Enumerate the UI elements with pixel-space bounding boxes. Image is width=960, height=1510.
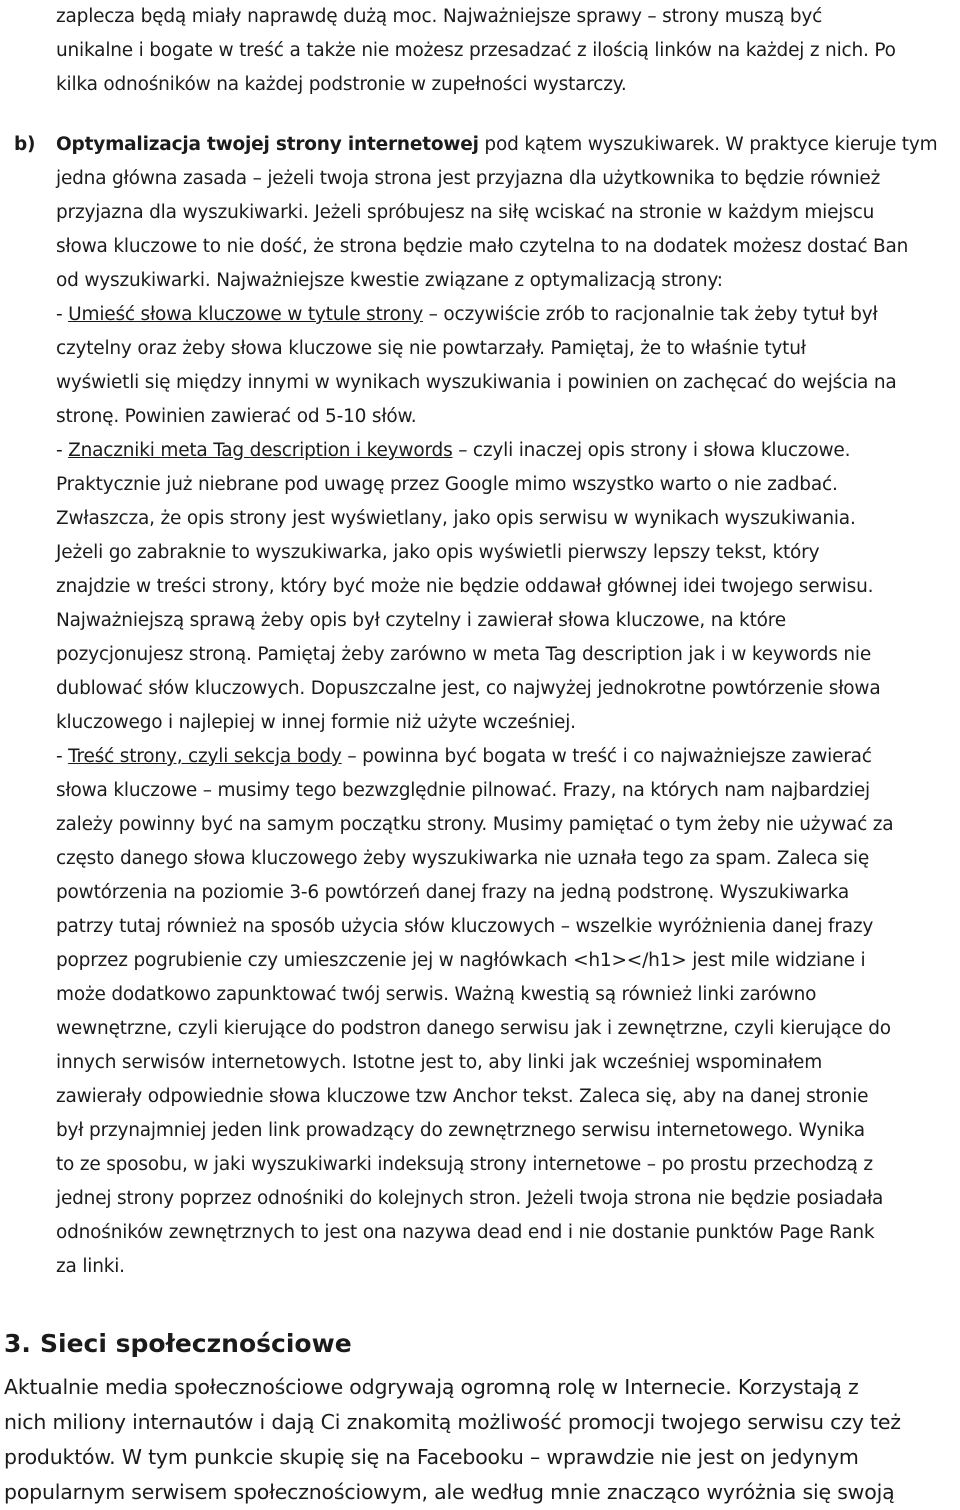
- item-underlined-heading: Treść strony, czyli sekcja body: [68, 746, 342, 767]
- text-line: wyświetli się między innymi w wynikach wyszukiwania i powinien on zachęcać do wejścia na: [56, 372, 897, 393]
- section-b-title-rest: pod kątem wyszukiwarek. W praktyce kieruje tym: [478, 134, 938, 155]
- list-item-title-line: [14, 298, 954, 332]
- text-line: słowa kluczowe – musimy tego bezwzględnie pilnować. Frazy, na których nam najbardziej: [56, 780, 870, 801]
- text-line: poprzez pogrubienie czy umieszczenie jej w nagłówkach <h1></h1> jest mile widziane i: [56, 950, 866, 971]
- text-line: kluczowego i najlepiej w innej formie niż użyte wcześniej.: [56, 712, 576, 733]
- section-b-bold-title: Optymalizacja twojej strony internetowej: [56, 134, 479, 155]
- text-line: słowa kluczowe to nie dość, że strona będzie mało czytelna to na dodatek możesz dostać Ban: [56, 236, 909, 257]
- section-3-heading: [4, 1324, 352, 1364]
- text-line: Najważniejszą sprawą żeby opis był czytelny i zawierał słowa kluczowe, na które: [56, 610, 786, 631]
- text-line: Jeżeli go zabraknie to wyszukiwarka, jako opis wyświetli pierwszy lepszy tekst, który: [56, 542, 820, 563]
- list-item-title-line: [14, 740, 954, 774]
- list-item-title-line: [14, 434, 954, 468]
- list-marker: b): [14, 134, 36, 155]
- text-line: popularnym serwisem społecznościowym, ale według mnie znacząco wyróżnia się swoją: [4, 1480, 895, 1504]
- text-line: czytelny oraz żeby słowa kluczowe się nie powtarzały. Pamiętaj, że to właśnie tytuł: [56, 338, 806, 359]
- item-prefix: -: [56, 440, 69, 461]
- text-line: za linki.: [56, 1256, 125, 1277]
- text-line: nich miliony internautów i dają Ci znakomitą możliwość promocji twojego serwisu czy też: [4, 1410, 901, 1434]
- text-line: Zwłaszcza, że opis strony jest wyświetlany, jako opis serwisu w wynikach wyszukiwania.: [56, 508, 856, 529]
- item-rest: – powinna być bogata w treść i co najważniejsze zawierać: [341, 746, 872, 767]
- text-line: produktów. W tym punkcie skupię się na Facebooku – wprawdzie nie jest on jedynym: [4, 1445, 859, 1469]
- text-line: znajdzie w treści strony, który być może nie będzie oddawał głównej idei twojego serwisu.: [56, 576, 874, 597]
- item-underlined-heading: Znaczniki meta Tag description i keywords: [68, 440, 453, 461]
- text-line: był przynajmniej jeden link prowadzący do zewnętrznego serwisu internetowego. Wynika: [56, 1120, 865, 1141]
- text-line: zależy powinny być na samym początku strony. Musimy pamiętać o tym żeby nie używać za: [56, 814, 894, 835]
- text-line: Aktualnie media społecznościowe odgrywają ogromną rolę w Internecie. Korzystają z: [4, 1375, 859, 1399]
- section-b-title-line: [14, 128, 954, 162]
- text-line: odnośników zewnętrznych to jest ona nazywa dead end i nie dostanie punktów Page Rank: [56, 1222, 875, 1243]
- section-title: Sieci społecznościowe: [40, 1329, 352, 1358]
- text-line: dublować słów kluczowych. Dopuszczalne jest, co najwyżej jednokrotne powtórzenie słowa: [56, 678, 881, 699]
- item-prefix: -: [56, 746, 69, 767]
- text-line: może dodatkowo zapunktować twój serwis. Ważną kwestią są również linki zarówno: [56, 984, 817, 1005]
- text-line: jednej strony poprzez odnośniki do kolejnych stron. Jeżeli twoja strona nie będzie posiadała: [56, 1188, 884, 1209]
- text-line: często danego słowa kluczowego żeby wyszukiwarka nie uznała tego za spam. Zaleca się: [56, 848, 870, 869]
- section-number: 3.: [4, 1329, 31, 1358]
- text-line: kilka odnośników na każdej podstronie w zupełności wystarczy.: [56, 74, 627, 95]
- text-line: unikalne i bogate w treść a także nie możesz przesadzać z ilością linków na każdej z nich. Po: [56, 40, 896, 61]
- text-line: zaplecza będą miały naprawdę dużą moc. Najważniejsze sprawy – strony muszą być: [56, 6, 823, 27]
- text-line: patrzy tutaj również na sposób użycia słów kluczowych – wszelkie wyróżnienia danej frazy: [56, 916, 874, 937]
- text-line: wewnętrzne, czyli kierujące do podstron danego serwisu jak i zewnętrzne, czyli kierujące do: [56, 1018, 891, 1039]
- text-line: innych serwisów internetowych. Istotne jest to, aby linki jak wcześniej wspominałem: [56, 1052, 823, 1073]
- item-rest: – oczywiście zrób to racjonalnie tak żeby tytuł był: [422, 304, 878, 325]
- text-line: pozycjonujesz stroną. Pamiętaj żeby zarówno w meta Tag description jak i w keywords nie: [56, 644, 872, 665]
- section-b: [14, 128, 954, 1284]
- item-rest: – czyli inaczej opis strony i słowa kluczowe.: [452, 440, 851, 461]
- item-underlined-heading: Umieść słowa kluczowe w tytule strony: [68, 304, 423, 325]
- text-line: od wyszukiwarki. Najważniejsze kwestie związane z optymalizacją strony:: [56, 270, 723, 291]
- text-line: stronę. Powinien zawierać od 5-10 słów.: [56, 406, 417, 427]
- item-prefix: -: [56, 304, 69, 325]
- text-line: zawierały odpowiednie słowa kluczowe tzw Anchor tekst. Zaleca się, aby na danej stronie: [56, 1086, 869, 1107]
- text-line: Praktycznie już niebrane pod uwagę przez Google mimo wszystko warto o nie zadbać.: [56, 474, 838, 495]
- section-3-paragraph: [4, 1370, 956, 1510]
- text-line: to ze sposobu, w jaki wyszukiwarki indeksują strony internetowe – po prostu przechodzą z: [56, 1154, 873, 1175]
- text-line: jedna główna zasada – jeżeli twoja strona jest przyjazna dla użytkownika to będzie również: [56, 168, 881, 189]
- text-line: przyjazna dla wyszukiwarki. Jeżeli spróbujesz na siłę wciskać na stronie w każdym miejscu: [56, 202, 875, 223]
- text-line: powtórzenia na poziomie 3-6 powtórzeń danej frazy na jedną podstronę. Wyszukiwarka: [56, 882, 849, 903]
- intro-paragraph: [56, 0, 956, 102]
